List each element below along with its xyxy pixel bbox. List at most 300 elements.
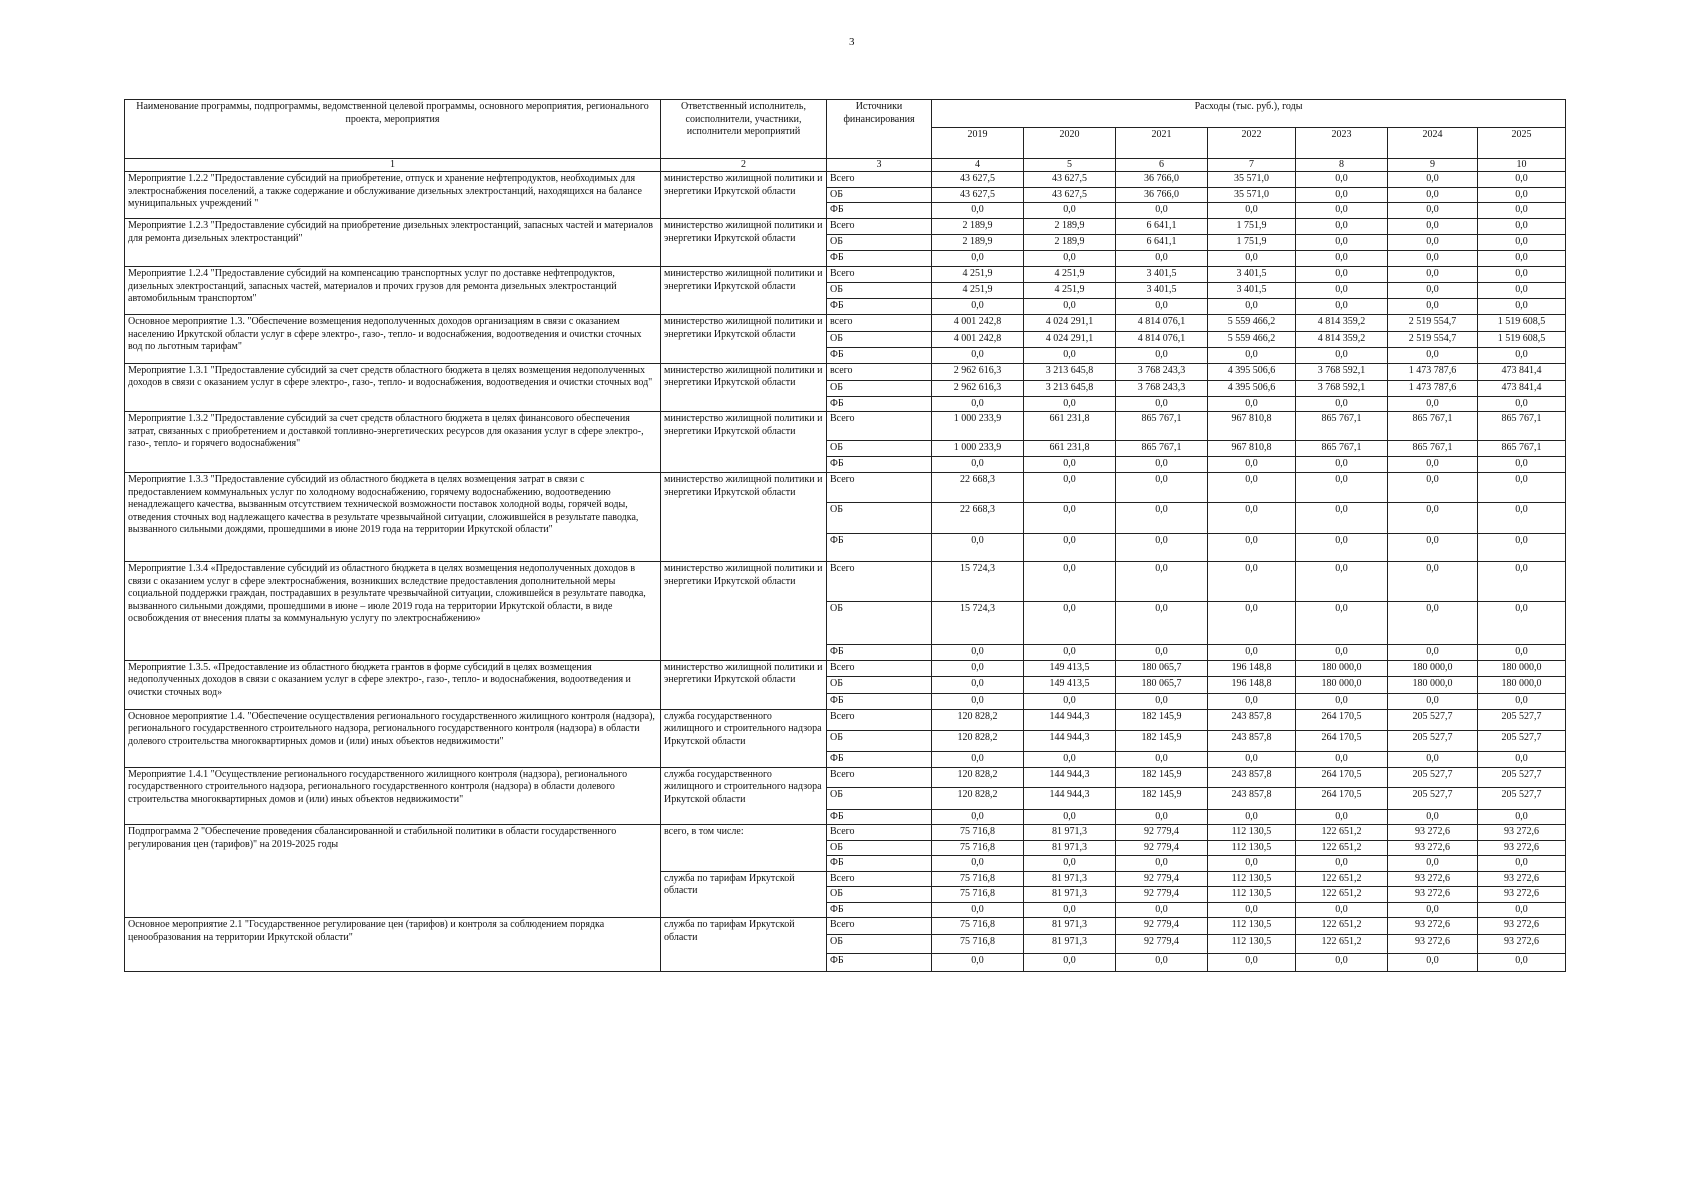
value-cell: 43 627,5 xyxy=(932,187,1024,203)
header-year: 2019 xyxy=(932,128,1024,159)
value-cell: 0,0 xyxy=(1208,299,1296,315)
value-cell: 93 272,6 xyxy=(1478,918,1566,935)
value-cell: 0,0 xyxy=(1478,187,1566,203)
value-cell: 182 145,9 xyxy=(1116,787,1208,809)
value-cell: 122 651,2 xyxy=(1296,840,1388,856)
value-cell: 0,0 xyxy=(1116,809,1208,825)
value-cell: 0,0 xyxy=(1116,534,1208,562)
value-cell: 0,0 xyxy=(1116,396,1208,412)
source-cell: ОБ xyxy=(827,441,932,457)
value-cell: 3 768 592,1 xyxy=(1296,380,1388,396)
value-cell: 0,0 xyxy=(1296,348,1388,364)
column-number: 4 xyxy=(932,159,1024,172)
table-row xyxy=(125,562,1566,602)
row-executor: всего, в том числе: xyxy=(661,825,827,872)
value-cell: 4 251,9 xyxy=(932,283,1024,299)
value-cell: 205 527,7 xyxy=(1478,709,1566,730)
value-cell: 0,0 xyxy=(1478,809,1566,825)
source-cell: ФБ xyxy=(827,809,932,825)
source-cell: ОБ xyxy=(827,676,932,693)
source-cell: ОБ xyxy=(827,503,932,534)
subprogram-name: Подпрограмма 2 "Обеспечение проведения сбалансированной и стабильной политики в области государственного регулирования цен (тарифов)" на 2019-2025 годы xyxy=(125,825,661,918)
value-cell: 205 527,7 xyxy=(1388,787,1478,809)
value-cell: 75 716,8 xyxy=(932,840,1024,856)
value-cell: 1 000 233,9 xyxy=(932,441,1024,457)
value-cell: 0,0 xyxy=(1296,562,1388,602)
header-year: 2023 xyxy=(1296,128,1388,159)
value-cell: 967 810,8 xyxy=(1208,412,1296,441)
header-year: 2021 xyxy=(1116,128,1208,159)
source-cell: Всего xyxy=(827,562,932,602)
source-cell: ОБ xyxy=(827,332,932,348)
column-number: 8 xyxy=(1296,159,1388,172)
value-cell: 205 527,7 xyxy=(1388,709,1478,730)
value-cell: 22 668,3 xyxy=(932,473,1024,503)
value-cell: 180 000,0 xyxy=(1478,676,1566,693)
value-cell: 144 944,3 xyxy=(1024,730,1116,751)
value-cell: 473 841,4 xyxy=(1478,380,1566,396)
value-cell: 3 768 592,1 xyxy=(1296,363,1388,380)
value-cell: 93 272,6 xyxy=(1478,840,1566,856)
value-cell: 0,0 xyxy=(1296,457,1388,473)
header-executor: Ответственный исполнитель, соисполнители, участники, исполнители мероприятий xyxy=(661,100,827,159)
value-cell: 0,0 xyxy=(1478,503,1566,534)
value-cell: 0,0 xyxy=(1024,645,1116,661)
value-cell: 0,0 xyxy=(932,251,1024,267)
value-cell: 196 148,8 xyxy=(1208,660,1296,676)
header-year: 2024 xyxy=(1388,128,1478,159)
value-cell: 0,0 xyxy=(1478,954,1566,972)
value-cell: 0,0 xyxy=(1208,203,1296,219)
value-cell: 0,0 xyxy=(1208,693,1296,709)
value-cell: 0,0 xyxy=(1024,562,1116,602)
row-name: Мероприятие 1.2.4 "Предоставление субсидий на компенсацию транспортных услуг по доставке нефтепродуктов, дизельных электростанций, запасных частей, материалов и прочих грузов для ремонта дизельных электростанций автомобильным транспортом" xyxy=(125,267,661,315)
page-number: 3 xyxy=(849,36,855,48)
value-cell: 0,0 xyxy=(1478,473,1566,503)
value-cell: 92 779,4 xyxy=(1116,825,1208,841)
value-cell: 0,0 xyxy=(1116,203,1208,219)
row-executor: министерство жилищной политики и энергетики Иркутской области xyxy=(661,219,827,267)
row-executor: служба государственного жилищного и строительного надзора Иркутской области xyxy=(661,767,827,825)
value-cell: 112 130,5 xyxy=(1208,871,1296,887)
value-cell: 865 767,1 xyxy=(1116,412,1208,441)
row-name: Мероприятие 1.4.1 "Осуществление регионального государственного жилищного контроля (надзора), регионального государственного строительного надзора, регионального государственного контроля (надзора) в области долевого строительства многоквартирных домов и (или) иных объектов недвижимости" xyxy=(125,767,661,825)
value-cell: 0,0 xyxy=(1478,267,1566,283)
table-row xyxy=(125,767,1566,787)
value-cell: 81 971,3 xyxy=(1024,935,1116,954)
value-cell: 205 527,7 xyxy=(1478,730,1566,751)
value-cell: 0,0 xyxy=(1024,457,1116,473)
value-cell: 180 000,0 xyxy=(1296,676,1388,693)
source-cell: Всего xyxy=(827,660,932,676)
value-cell: 81 971,3 xyxy=(1024,840,1116,856)
value-cell: 0,0 xyxy=(1296,645,1388,661)
row-name: Основное мероприятие 1.4. "Обеспечение осуществления регионального государственного жилищного контроля (надзора), регионального государственного строительного надзора, регионального государственного контроля (надзора) в области долевого строительства многоквартирных домов и (или) иных объектов недвижимости" xyxy=(125,709,661,767)
value-cell: 0,0 xyxy=(1296,473,1388,503)
row-name: Основное мероприятие 1.3. "Обеспечение возмещения недополученных доходов организациям в связи с оказанием населению Иркутской области услуг в сфере электро-, газо-, тепло- и водоснабжения, водоотведения и очистки сточных вод по льготным тарифам" xyxy=(125,315,661,364)
value-cell: 4 024 291,1 xyxy=(1024,332,1116,348)
source-cell: ОБ xyxy=(827,187,932,203)
table-row xyxy=(125,172,1566,188)
value-cell: 0,0 xyxy=(1478,645,1566,661)
value-cell: 0,0 xyxy=(1478,856,1566,872)
value-cell: 1 519 608,5 xyxy=(1478,332,1566,348)
value-cell: 865 767,1 xyxy=(1296,412,1388,441)
value-cell: 243 857,8 xyxy=(1208,767,1296,787)
source-cell: ФБ xyxy=(827,299,932,315)
value-cell: 264 170,5 xyxy=(1296,730,1388,751)
value-cell: 0,0 xyxy=(1478,902,1566,918)
value-cell: 75 716,8 xyxy=(932,918,1024,935)
value-cell: 0,0 xyxy=(1388,348,1478,364)
row-name: Мероприятие 1.3.4 «Предоставление субсидий из областного бюджета в целях возмещения недополученных доходов в связи с оказанием услуг в сфере электроснабжения, возникших вследствие предоставления дополнительной меры социальной поддержки граждан, пострадавших в результате чрезвычайной ситуации, сложившейся в результате паводка, вызванного сильными дождями, прошедшими в июне – июле 2019 года на территории Иркутской области, в виде освобождения от внесения платы за коммунальную услугу по электроснабжению» xyxy=(125,562,661,661)
value-cell: 0,0 xyxy=(1388,809,1478,825)
value-cell: 2 189,9 xyxy=(932,219,1024,235)
value-cell: 0,0 xyxy=(1388,457,1478,473)
value-cell: 120 828,2 xyxy=(932,767,1024,787)
column-number: 6 xyxy=(1116,159,1208,172)
value-cell: 0,0 xyxy=(1208,902,1296,918)
value-cell: 3 401,5 xyxy=(1208,267,1296,283)
source-cell: Всего xyxy=(827,825,932,841)
row-executor: министерство жилищной политики и энергетики Иркутской области xyxy=(661,660,827,709)
value-cell: 92 779,4 xyxy=(1116,840,1208,856)
value-cell: 0,0 xyxy=(1296,856,1388,872)
value-cell: 0,0 xyxy=(932,693,1024,709)
source-cell: ОБ xyxy=(827,787,932,809)
value-cell: 0,0 xyxy=(1296,751,1388,767)
source-cell: всего xyxy=(827,315,932,332)
value-cell: 0,0 xyxy=(1388,602,1478,645)
value-cell: 0,0 xyxy=(1208,534,1296,562)
value-cell: 120 828,2 xyxy=(932,787,1024,809)
value-cell: 0,0 xyxy=(1296,503,1388,534)
value-cell: 3 213 645,8 xyxy=(1024,380,1116,396)
header-year: 2020 xyxy=(1024,128,1116,159)
table-row xyxy=(125,267,1566,283)
source-cell: Всего xyxy=(827,219,932,235)
table-row xyxy=(125,918,1566,935)
value-cell: 0,0 xyxy=(932,534,1024,562)
value-cell: 2 189,9 xyxy=(1024,219,1116,235)
value-cell: 81 971,3 xyxy=(1024,871,1116,887)
value-cell: 0,0 xyxy=(1388,235,1478,251)
value-cell: 0,0 xyxy=(1208,856,1296,872)
value-cell: 93 272,6 xyxy=(1478,825,1566,841)
source-cell: Всего xyxy=(827,267,932,283)
source-cell: Всего xyxy=(827,709,932,730)
value-cell: 36 766,0 xyxy=(1116,187,1208,203)
value-cell: 0,0 xyxy=(932,203,1024,219)
value-cell: 0,0 xyxy=(1208,396,1296,412)
row-executor: министерство жилищной политики и энергетики Иркутской области xyxy=(661,172,827,219)
value-cell: 0,0 xyxy=(1296,809,1388,825)
value-cell: 0,0 xyxy=(1116,856,1208,872)
value-cell: 0,0 xyxy=(1296,902,1388,918)
value-cell: 865 767,1 xyxy=(1388,441,1478,457)
value-cell: 2 519 554,7 xyxy=(1388,332,1478,348)
value-cell: 0,0 xyxy=(1024,299,1116,315)
value-cell: 1 000 233,9 xyxy=(932,412,1024,441)
value-cell: 92 779,4 xyxy=(1116,871,1208,887)
value-cell: 0,0 xyxy=(1296,954,1388,972)
value-cell: 182 145,9 xyxy=(1116,730,1208,751)
value-cell: 112 130,5 xyxy=(1208,918,1296,935)
value-cell: 0,0 xyxy=(1024,751,1116,767)
value-cell: 0,0 xyxy=(1116,457,1208,473)
value-cell: 0,0 xyxy=(1296,396,1388,412)
source-cell: Всего xyxy=(827,412,932,441)
column-number: 5 xyxy=(1024,159,1116,172)
value-cell: 205 527,7 xyxy=(1478,767,1566,787)
value-cell: 35 571,0 xyxy=(1208,187,1296,203)
value-cell: 0,0 xyxy=(1296,283,1388,299)
value-cell: 865 767,1 xyxy=(1116,441,1208,457)
value-cell: 0,0 xyxy=(1388,396,1478,412)
value-cell: 6 641,1 xyxy=(1116,235,1208,251)
value-cell: 2 962 616,3 xyxy=(932,363,1024,380)
value-cell: 0,0 xyxy=(1024,954,1116,972)
table-row xyxy=(125,363,1566,380)
value-cell: 0,0 xyxy=(1296,267,1388,283)
value-cell: 0,0 xyxy=(1296,203,1388,219)
value-cell: 81 971,3 xyxy=(1024,918,1116,935)
value-cell: 0,0 xyxy=(1478,348,1566,364)
value-cell: 0,0 xyxy=(1478,299,1566,315)
value-cell: 120 828,2 xyxy=(932,730,1024,751)
value-cell: 6 641,1 xyxy=(1116,219,1208,235)
value-cell: 0,0 xyxy=(1208,751,1296,767)
row-executor: служба по тарифам Иркутской области xyxy=(661,918,827,972)
column-number: 10 xyxy=(1478,159,1566,172)
row-name: Мероприятие 1.3.5. «Предоставление из областного бюджета грантов в форме субсидий в целях возмещения недополученных доходов в связи с оказанием услуг в сфере электро-, газо-, тепло- и водоснабжения, водоотведения и очистки сточных вод» xyxy=(125,660,661,709)
value-cell: 865 767,1 xyxy=(1478,441,1566,457)
table-row xyxy=(125,412,1566,441)
source-cell: ФБ xyxy=(827,203,932,219)
source-cell: ФБ xyxy=(827,693,932,709)
value-cell: 243 857,8 xyxy=(1208,709,1296,730)
value-cell: 0,0 xyxy=(1478,172,1566,188)
value-cell: 0,0 xyxy=(1296,235,1388,251)
value-cell: 0,0 xyxy=(1296,172,1388,188)
budget-table xyxy=(124,99,1566,972)
value-cell: 661 231,8 xyxy=(1024,412,1116,441)
value-cell: 0,0 xyxy=(1388,251,1478,267)
source-cell: Всего xyxy=(827,172,932,188)
source-cell: ФБ xyxy=(827,348,932,364)
value-cell: 112 130,5 xyxy=(1208,935,1296,954)
value-cell: 15 724,3 xyxy=(932,602,1024,645)
value-cell: 0,0 xyxy=(1388,856,1478,872)
value-cell: 120 828,2 xyxy=(932,709,1024,730)
value-cell: 112 130,5 xyxy=(1208,825,1296,841)
value-cell: 93 272,6 xyxy=(1388,840,1478,856)
value-cell: 0,0 xyxy=(932,856,1024,872)
column-number: 2 xyxy=(661,159,827,172)
value-cell: 122 651,2 xyxy=(1296,887,1388,903)
value-cell: 3 768 243,3 xyxy=(1116,380,1208,396)
value-cell: 0,0 xyxy=(1478,562,1566,602)
value-cell: 4 024 291,1 xyxy=(1024,315,1116,332)
value-cell: 0,0 xyxy=(1208,473,1296,503)
value-cell: 0,0 xyxy=(1024,902,1116,918)
value-cell: 1 751,9 xyxy=(1208,219,1296,235)
table-body xyxy=(125,172,1566,972)
source-cell: ФБ xyxy=(827,751,932,767)
value-cell: 15 724,3 xyxy=(932,562,1024,602)
value-cell: 35 571,0 xyxy=(1208,172,1296,188)
value-cell: 0,0 xyxy=(1388,299,1478,315)
source-cell: Всего xyxy=(827,871,932,887)
value-cell: 81 971,3 xyxy=(1024,887,1116,903)
table-row xyxy=(125,315,1566,332)
value-cell: 182 145,9 xyxy=(1116,767,1208,787)
column-number: 1 xyxy=(125,159,661,172)
value-cell: 180 000,0 xyxy=(1388,660,1478,676)
header-sources: Источники финансирования xyxy=(827,100,932,159)
value-cell: 1 473 787,6 xyxy=(1388,363,1478,380)
value-cell: 0,0 xyxy=(1024,856,1116,872)
row-executor: министерство жилищной политики и энергетики Иркутской области xyxy=(661,363,827,412)
value-cell: 0,0 xyxy=(1296,187,1388,203)
value-cell: 0,0 xyxy=(1296,534,1388,562)
value-cell: 4 001 242,8 xyxy=(932,332,1024,348)
value-cell: 180 000,0 xyxy=(1296,660,1388,676)
value-cell: 4 251,9 xyxy=(1024,283,1116,299)
value-cell: 149 413,5 xyxy=(1024,676,1116,693)
value-cell: 0,0 xyxy=(1024,348,1116,364)
value-cell: 22 668,3 xyxy=(932,503,1024,534)
value-cell: 1 519 608,5 xyxy=(1478,315,1566,332)
value-cell: 0,0 xyxy=(1024,602,1116,645)
row-executor: служба государственного жилищного и строительного надзора Иркутской области xyxy=(661,709,827,767)
value-cell: 0,0 xyxy=(1024,396,1116,412)
header-year: 2022 xyxy=(1208,128,1296,159)
value-cell: 0,0 xyxy=(1478,751,1566,767)
source-cell: ФБ xyxy=(827,457,932,473)
value-cell: 0,0 xyxy=(1478,251,1566,267)
value-cell: 180 000,0 xyxy=(1388,676,1478,693)
value-cell: 0,0 xyxy=(1116,348,1208,364)
value-cell: 0,0 xyxy=(1388,267,1478,283)
value-cell: 865 767,1 xyxy=(1388,412,1478,441)
value-cell: 0,0 xyxy=(1478,219,1566,235)
table-row xyxy=(125,473,1566,503)
value-cell: 0,0 xyxy=(1024,503,1116,534)
value-cell: 0,0 xyxy=(1116,645,1208,661)
value-cell: 4 251,9 xyxy=(932,267,1024,283)
value-cell: 0,0 xyxy=(1208,457,1296,473)
value-cell: 967 810,8 xyxy=(1208,441,1296,457)
value-cell: 92 779,4 xyxy=(1116,918,1208,935)
value-cell: 0,0 xyxy=(1116,299,1208,315)
value-cell: 180 000,0 xyxy=(1478,660,1566,676)
value-cell: 43 627,5 xyxy=(1024,187,1116,203)
value-cell: 243 857,8 xyxy=(1208,730,1296,751)
value-cell: 0,0 xyxy=(1116,954,1208,972)
value-cell: 0,0 xyxy=(1024,251,1116,267)
table-row xyxy=(125,825,1566,841)
value-cell: 0,0 xyxy=(1024,534,1116,562)
value-cell: 0,0 xyxy=(1388,902,1478,918)
row-executor: служба по тарифам Иркутской области xyxy=(661,871,827,918)
value-cell: 0,0 xyxy=(1116,562,1208,602)
value-cell: 93 272,6 xyxy=(1388,825,1478,841)
value-cell: 2 189,9 xyxy=(1024,235,1116,251)
value-cell: 264 170,5 xyxy=(1296,709,1388,730)
value-cell: 0,0 xyxy=(1478,534,1566,562)
row-name: Мероприятие 1.2.2 "Предоставление субсидий на приобретение, отпуск и хранение нефтепродуктов, необходимых для электроснабжения поселений, а также содержание и обслуживание дизельных электростанций, находящихся на балансе муниципальных учреждений " xyxy=(125,172,661,219)
value-cell: 0,0 xyxy=(1116,602,1208,645)
value-cell: 0,0 xyxy=(1388,534,1478,562)
column-number: 7 xyxy=(1208,159,1296,172)
value-cell: 865 767,1 xyxy=(1296,441,1388,457)
value-cell: 0,0 xyxy=(1208,809,1296,825)
row-name: Мероприятие 1.2.3 "Предоставление субсидий на приобретение дизельных электростанций, запасных частей и материалов для ремонта дизельных электростанций" xyxy=(125,219,661,267)
value-cell: 93 272,6 xyxy=(1388,918,1478,935)
value-cell: 93 272,6 xyxy=(1478,887,1566,903)
source-cell: ОБ xyxy=(827,283,932,299)
value-cell: 0,0 xyxy=(932,954,1024,972)
value-cell: 0,0 xyxy=(932,396,1024,412)
value-cell: 36 766,0 xyxy=(1116,172,1208,188)
value-cell: 144 944,3 xyxy=(1024,767,1116,787)
source-cell: Всего xyxy=(827,767,932,787)
value-cell: 182 145,9 xyxy=(1116,709,1208,730)
value-cell: 0,0 xyxy=(1388,219,1478,235)
value-cell: 3 401,5 xyxy=(1116,267,1208,283)
value-cell: 473 841,4 xyxy=(1478,363,1566,380)
value-cell: 4 814 359,2 xyxy=(1296,315,1388,332)
value-cell: 0,0 xyxy=(1208,503,1296,534)
value-cell: 0,0 xyxy=(932,660,1024,676)
value-cell: 0,0 xyxy=(1208,251,1296,267)
value-cell: 1 473 787,6 xyxy=(1388,380,1478,396)
value-cell: 661 231,8 xyxy=(1024,441,1116,457)
value-cell: 1 751,9 xyxy=(1208,235,1296,251)
row-executor: министерство жилищной политики и энергетики Иркутской области xyxy=(661,412,827,473)
value-cell: 5 559 466,2 xyxy=(1208,332,1296,348)
value-cell: 0,0 xyxy=(932,299,1024,315)
source-cell: ФБ xyxy=(827,396,932,412)
source-cell: ФБ xyxy=(827,251,932,267)
value-cell: 0,0 xyxy=(1388,645,1478,661)
source-cell: ОБ xyxy=(827,887,932,903)
source-cell: ФБ xyxy=(827,645,932,661)
value-cell: 0,0 xyxy=(1388,283,1478,299)
value-cell: 43 627,5 xyxy=(1024,172,1116,188)
value-cell: 0,0 xyxy=(1478,396,1566,412)
header-name: Наименование программы, подпрограммы, ведомственной целевой программы, основного мероприятия, регионального проекта, мероприятия xyxy=(125,100,661,159)
value-cell: 0,0 xyxy=(1478,457,1566,473)
value-cell: 0,0 xyxy=(1116,902,1208,918)
value-cell: 0,0 xyxy=(1478,602,1566,645)
value-cell: 196 148,8 xyxy=(1208,676,1296,693)
source-cell: ФБ xyxy=(827,902,932,918)
value-cell: 0,0 xyxy=(1296,602,1388,645)
value-cell: 0,0 xyxy=(932,676,1024,693)
row-name: Мероприятие 1.3.3 "Предоставление субсидий из областного бюджета в целях возмещения затрат в связи с предоставлением коммунальных услуг по холодному водоснабжению, горячему водоснабжению, водоотведению ненадлежащего качества, вызванным отсутствием технической возможности поставок холодной воды, горячей воды, отведения сточных вод надлежащего качества в результате чрезвычайной ситуации, сложившейся в результате паводка, вызванного сильными дождями, прошедшими в июне 2019 года на территории Иркутской области" xyxy=(125,473,661,562)
value-cell: 205 527,7 xyxy=(1388,767,1478,787)
value-cell: 0,0 xyxy=(1208,348,1296,364)
value-cell: 865 767,1 xyxy=(1478,412,1566,441)
column-number: 3 xyxy=(827,159,932,172)
value-cell: 264 170,5 xyxy=(1296,767,1388,787)
table-row xyxy=(125,660,1566,676)
value-cell: 4 814 359,2 xyxy=(1296,332,1388,348)
column-numbers-row xyxy=(125,159,1566,172)
value-cell: 3 213 645,8 xyxy=(1024,363,1116,380)
